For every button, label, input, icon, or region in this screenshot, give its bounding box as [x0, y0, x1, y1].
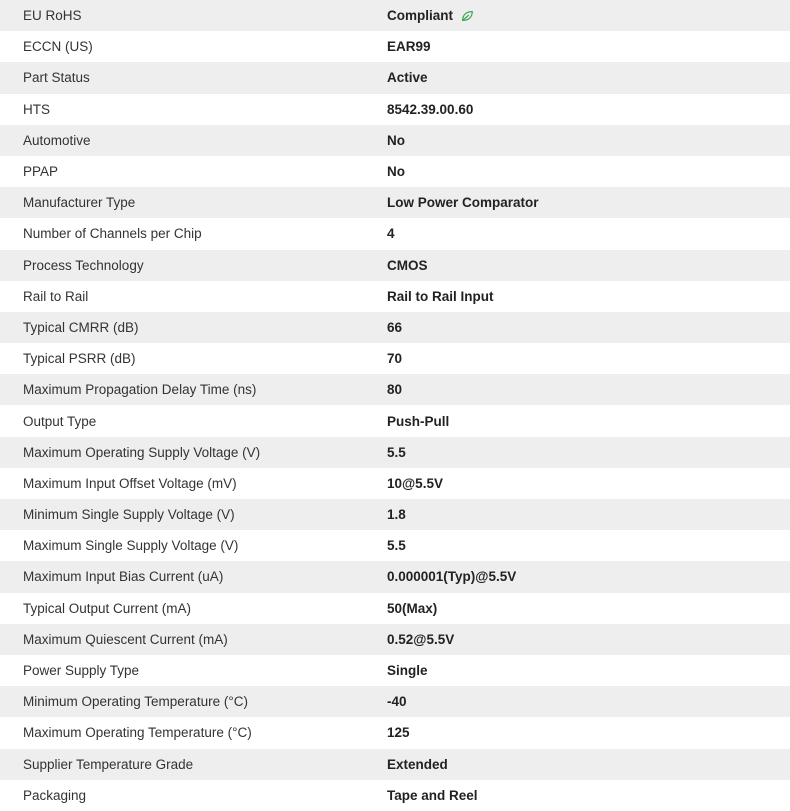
spec-row-cmrr [0, 312, 790, 343]
spec-value: CMOS [387, 257, 428, 273]
leaf-icon [460, 9, 474, 23]
spec-label: Packaging [23, 787, 87, 803]
spec-row-max-operating-supply-voltage [0, 437, 790, 468]
spec-row-hts [0, 94, 790, 125]
spec-label: Maximum Operating Temperature (°C) [23, 725, 252, 741]
spec-row-power-supply-type [0, 655, 790, 686]
spec-value: 0.000001(Typ)@5.5V [387, 569, 517, 585]
spec-label: Minimum Single Supply Voltage (V) [23, 507, 235, 523]
spec-label: Supplier Temperature Grade [23, 756, 194, 772]
spec-label: Maximum Propagation Delay Time (ns) [23, 382, 257, 398]
spec-label: Maximum Quiescent Current (mA) [23, 631, 228, 647]
spec-row-process-technology [0, 250, 790, 281]
spec-value: 0.52@5.5V [387, 631, 455, 647]
spec-row-max-input-bias-current [0, 561, 790, 592]
spec-row-psrr [0, 343, 790, 374]
spec-row-supplier-temperature-grade [0, 749, 790, 780]
spec-label: Manufacturer Type [23, 195, 136, 211]
spec-value: Single [387, 663, 428, 679]
spec-value: 80 [387, 382, 403, 398]
spec-label: PPAP [23, 164, 59, 180]
spec-label: Automotive [23, 132, 91, 148]
spec-row-output-type [0, 405, 790, 436]
spec-value: Active [387, 70, 428, 86]
spec-row-min-single-supply-voltage [0, 499, 790, 530]
spec-value: No [387, 132, 405, 148]
spec-row-min-operating-temperature [0, 686, 790, 717]
spec-value: 1.8 [387, 507, 406, 523]
spec-label: Rail to Rail [23, 288, 89, 304]
spec-row-max-single-supply-voltage [0, 530, 790, 561]
spec-value: 125 [387, 725, 410, 741]
spec-value: EAR99 [387, 39, 431, 55]
spec-value: 10@5.5V [387, 475, 443, 491]
spec-label: Typical Output Current (mA) [23, 600, 192, 616]
spec-value: 5.5 [387, 444, 406, 460]
spec-label: Maximum Single Supply Voltage (V) [23, 538, 239, 554]
spec-label: Power Supply Type [23, 663, 140, 679]
spec-value: Rail to Rail Input [387, 288, 494, 304]
spec-row-max-quiescent-current [0, 624, 790, 655]
spec-label: Typical PSRR (dB) [23, 351, 136, 367]
spec-label: EU RoHS [23, 8, 82, 24]
spec-row-typical-output-current [0, 593, 790, 624]
spec-row-channels [0, 218, 790, 249]
spec-label: Maximum Input Bias Current (uA) [23, 569, 224, 585]
spec-value: No [387, 164, 405, 180]
spec-value: 5.5 [387, 538, 406, 554]
spec-row-eu-rohs [0, 0, 790, 31]
spec-row-rail-to-rail [0, 281, 790, 312]
spec-row-eccn [0, 31, 790, 62]
spec-value: Tape and Reel [387, 787, 478, 803]
spec-label: Minimum Operating Temperature (°C) [23, 694, 248, 710]
spec-value: 66 [387, 319, 403, 335]
spec-label: Process Technology [23, 257, 144, 273]
spec-row-max-operating-temperature [0, 717, 790, 748]
spec-row-automotive [0, 125, 790, 156]
spec-value-cell [387, 8, 474, 23]
spec-label: ECCN (US) [23, 39, 93, 55]
spec-label: Maximum Operating Supply Voltage (V) [23, 444, 261, 460]
spec-label: Output Type [23, 413, 97, 429]
spec-value: 8542.39.00.60 [387, 101, 474, 117]
spec-value: -40 [387, 694, 407, 710]
spec-row-packaging [0, 780, 790, 811]
spec-value: Extended [387, 756, 448, 772]
spec-label: Number of Channels per Chip [23, 226, 202, 242]
spec-value: 50(Max) [387, 600, 438, 616]
spec-row-ppap [0, 156, 790, 187]
spec-label: HTS [23, 101, 50, 117]
spec-row-propagation-delay [0, 374, 790, 405]
spec-value: 70 [387, 351, 403, 367]
spec-row-max-input-offset-voltage [0, 468, 790, 499]
spec-label: Maximum Input Offset Voltage (mV) [23, 475, 237, 491]
spec-value: Compliant [387, 8, 453, 24]
spec-label: Part Status [23, 70, 90, 86]
spec-value: Push-Pull [387, 413, 450, 429]
spec-label: Typical CMRR (dB) [23, 319, 139, 335]
spec-value: Low Power Comparator [387, 195, 539, 211]
spec-row-part-status [0, 62, 790, 93]
spec-row-manufacturer-type [0, 187, 790, 218]
spec-value: 4 [387, 226, 395, 242]
